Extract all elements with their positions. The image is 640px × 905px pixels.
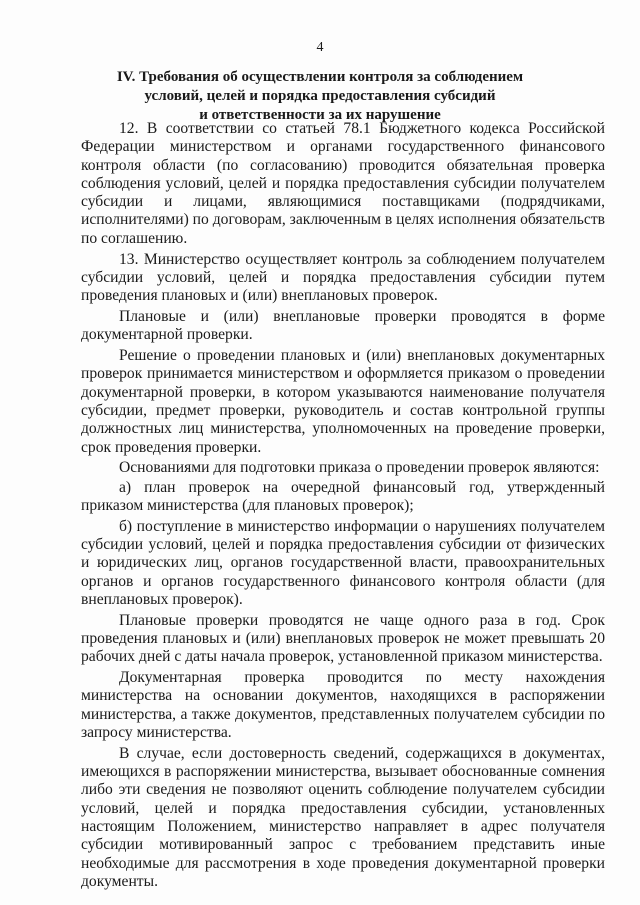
list-item-a: а) план проверок на очередной финансовый год, утвержденный приказом министерства (для плановых проверок);: [81, 478, 605, 514]
paragraph: Основаниями для подготовки приказа о проведении проверок являются:: [119, 459, 600, 477]
paragraph-13: 13. Министерство осуществляет контроль за соблюдением получателем субсидии условий, целей и порядка предоставления субсидии путем проведения плановых и (или) внеплановых проверок.: [81, 250, 605, 305]
paragraph: В случае, если достоверность сведений, содержащихся в документах, имеющихся в распоряжении министерства, вызывает обоснованные сомнения либо эти сведения не позволяют оценить соблюдение получателем субсидии условий, целей и порядка предоставления субсидии, установленных настоящим Положением, министерство направляет в адрес получателя субсидии мотивированный запрос с требованием представить иные необходимые для рассмотрения в ходе проведения документарной проверки документы.: [81, 744, 605, 890]
page-number: 4: [316, 40, 324, 55]
heading-line: условий, целей и порядка предоставления субсидий: [144, 88, 496, 104]
heading-line: IV. Требования об осуществлении контроля за соблюдением: [116, 69, 524, 85]
document-body: [81, 120, 605, 894]
paragraph-12: 12. В соответствии со статьей 78.1 Бюджетного кодекса Российской Федерации министерством и органами государственного финансового контроля области (по согласованию) проводится обязательная проверка соблюдения условий, целей и порядка предоставления субсидии получателем субсидии и лицами, являющимися поставщиками (подрядчиками, исполнителями) по договорам, заключенным в целях исполнения обязательств по соглашению.: [81, 120, 605, 247]
paragraph: Решение о проведении плановых и (или) внеплановых документарных проверок принимается министерством и оформляется приказом о проведении документарной проверки, в котором указываются наименование получателя субсидии, предмет проверки, руководитель и состав контрольной группы должностных лиц министерства, уполномоченных на проведение проверки, срок проведения проверки.: [81, 347, 605, 456]
list-item-b: б) поступление в министерство информации о нарушениях получателем субсидии условий, целей и порядка предоставления субсидии от физических и юридических лиц, органов государственной власти, правоохранительных органов и органов государственного финансового контроля области (для внеплановых проверок).: [81, 517, 605, 608]
section-heading: [100, 68, 540, 125]
paragraph: Плановые и (или) внеплановые проверки проводятся в форме документарной проверки.: [81, 307, 605, 344]
paragraph: Плановые проверки проводятся не чаще одного раза в год. Срок проведения плановых и (или) внеплановых проверок не может превышать 20 рабочих дней с даты начала проверок, установленной приказом министерства.: [81, 611, 605, 666]
paragraph: Документарная проверка проводится по месту нахождения министерства на основании документов, находящихся в распоряжении министерства, а также документов, представленных получателем субсидии по запросу министерства.: [81, 669, 605, 741]
heading-line: и ответственности за их нарушение: [199, 107, 441, 123]
